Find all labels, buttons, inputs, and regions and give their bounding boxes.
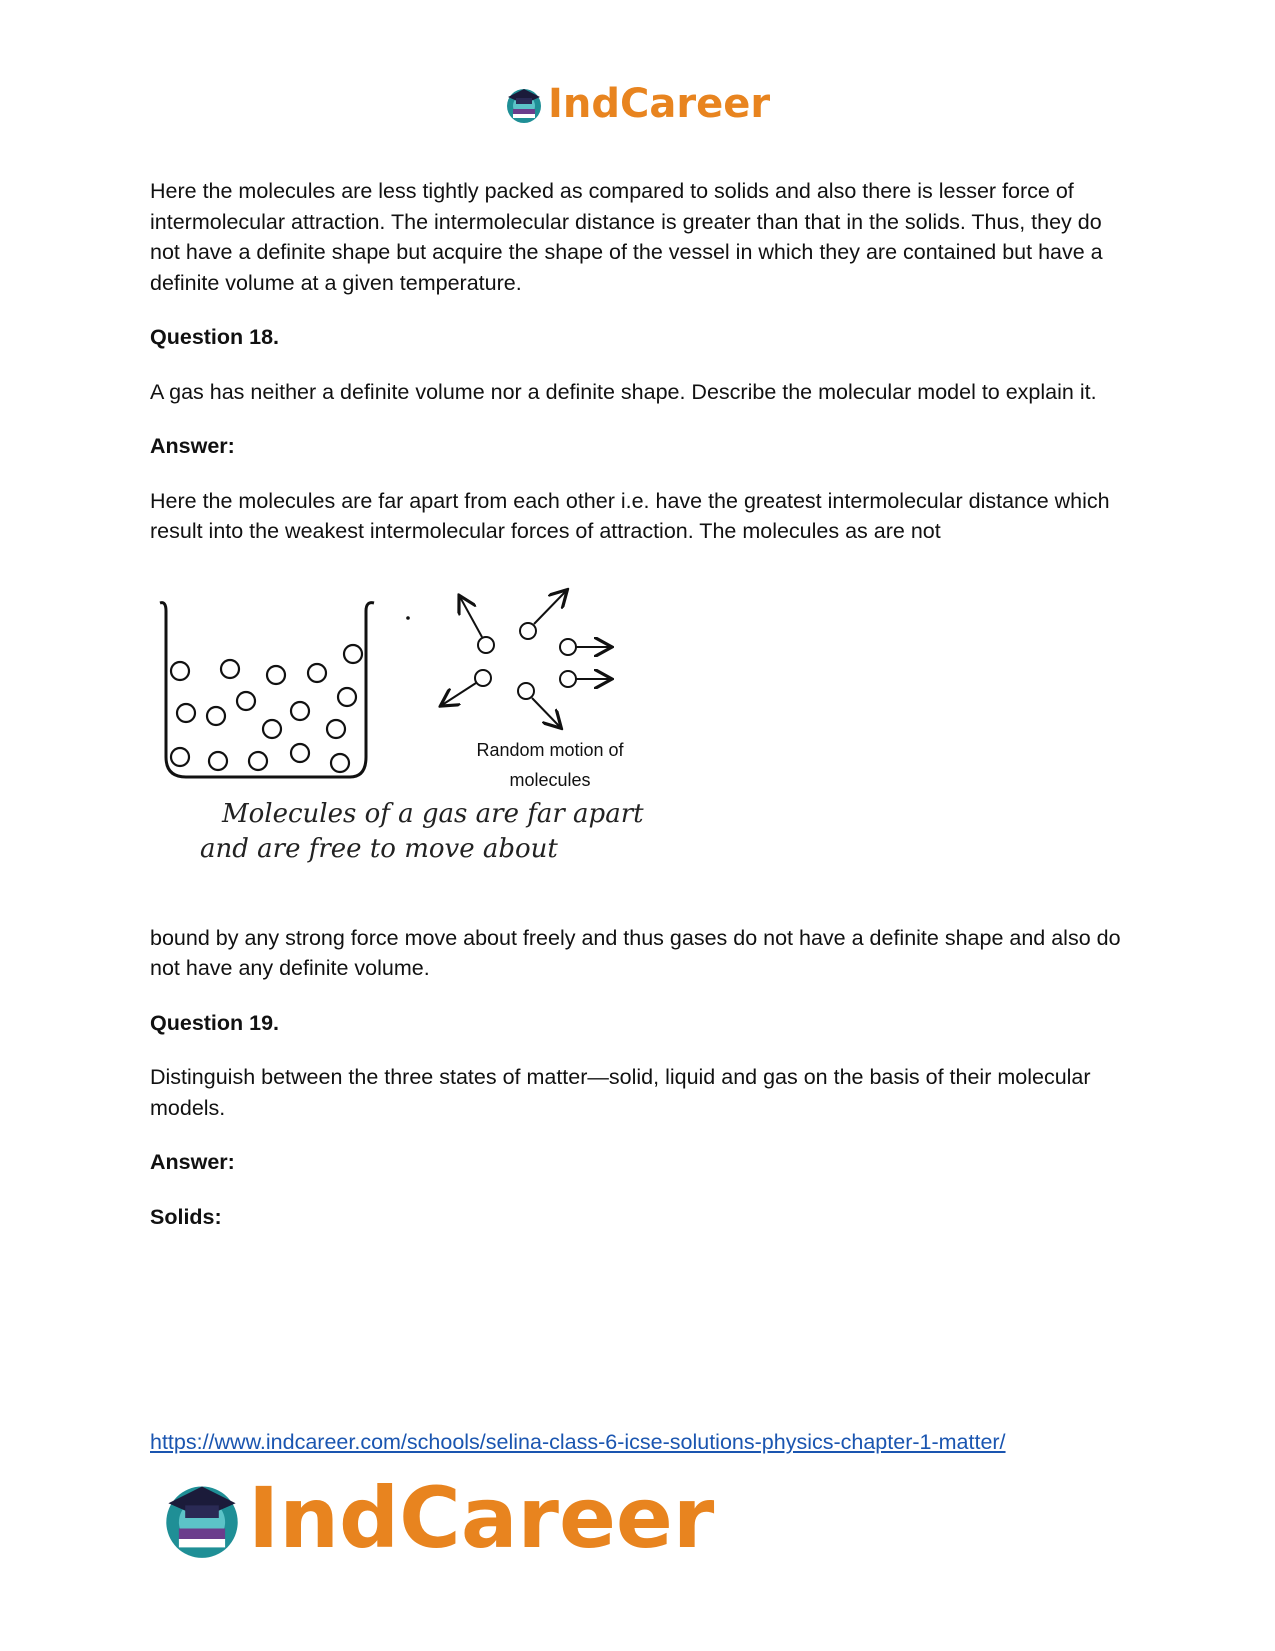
paragraph: Here the molecules are less tightly packed as compared to solids and also there is lesser force of intermolecular attraction. The intermolecular distance is greater than that in the solids. Thus, they do not have a definite shape but acquire the shape of the vessel in which they are contained but have a definite volume at a given temperature. xyxy=(150,179,1103,295)
logo-wordmark: IndCareer xyxy=(548,81,771,127)
answer-18-part2: bound by any strong force move about freely and thus gases do not have a definite shape and also do not have any definite volume. xyxy=(150,925,1121,980)
question-18-heading: Question 18. xyxy=(150,325,280,349)
question-18-text: A gas has neither a definite volume nor a definite shape. Describe the molecular model to explain it. xyxy=(150,379,1097,404)
logo-wordmark: IndCareer xyxy=(248,1469,715,1567)
footer-logo xyxy=(160,1470,714,1566)
answer-label: Answer: xyxy=(150,1150,235,1174)
figure-caption: Molecules of a gas are far apart and are free to move about xyxy=(200,798,644,864)
figure-label: Random motion of molecules xyxy=(476,739,624,790)
vessel-molecules xyxy=(171,645,362,772)
answer-label: Answer: xyxy=(150,434,235,458)
document-body xyxy=(150,176,1130,1256)
question-19-heading: Question 19. xyxy=(150,1010,280,1035)
footer-source-link[interactable]: https://www.indcareer.com/schools/selina-class-6-icse-solutions-physics-chapter-1-matter/ xyxy=(150,1430,1006,1454)
question-19-text: Distinguish between the three states of matter—solid, liquid and gas on the basis of their molecular models. xyxy=(150,1065,1091,1120)
solids-heading: Solids: xyxy=(150,1204,222,1229)
free-molecules xyxy=(442,591,610,727)
gas-molecules-figure xyxy=(150,571,670,891)
graduation-globe-icon xyxy=(504,84,544,124)
graduation-globe-icon xyxy=(160,1476,244,1560)
answer-18-part1: Here the molecules are far apart from each other i.e. have the greatest intermolecular distance which result into the weakest intermolecular forces of attraction. The molecules as are not xyxy=(150,488,1110,543)
header-logo xyxy=(504,80,770,128)
